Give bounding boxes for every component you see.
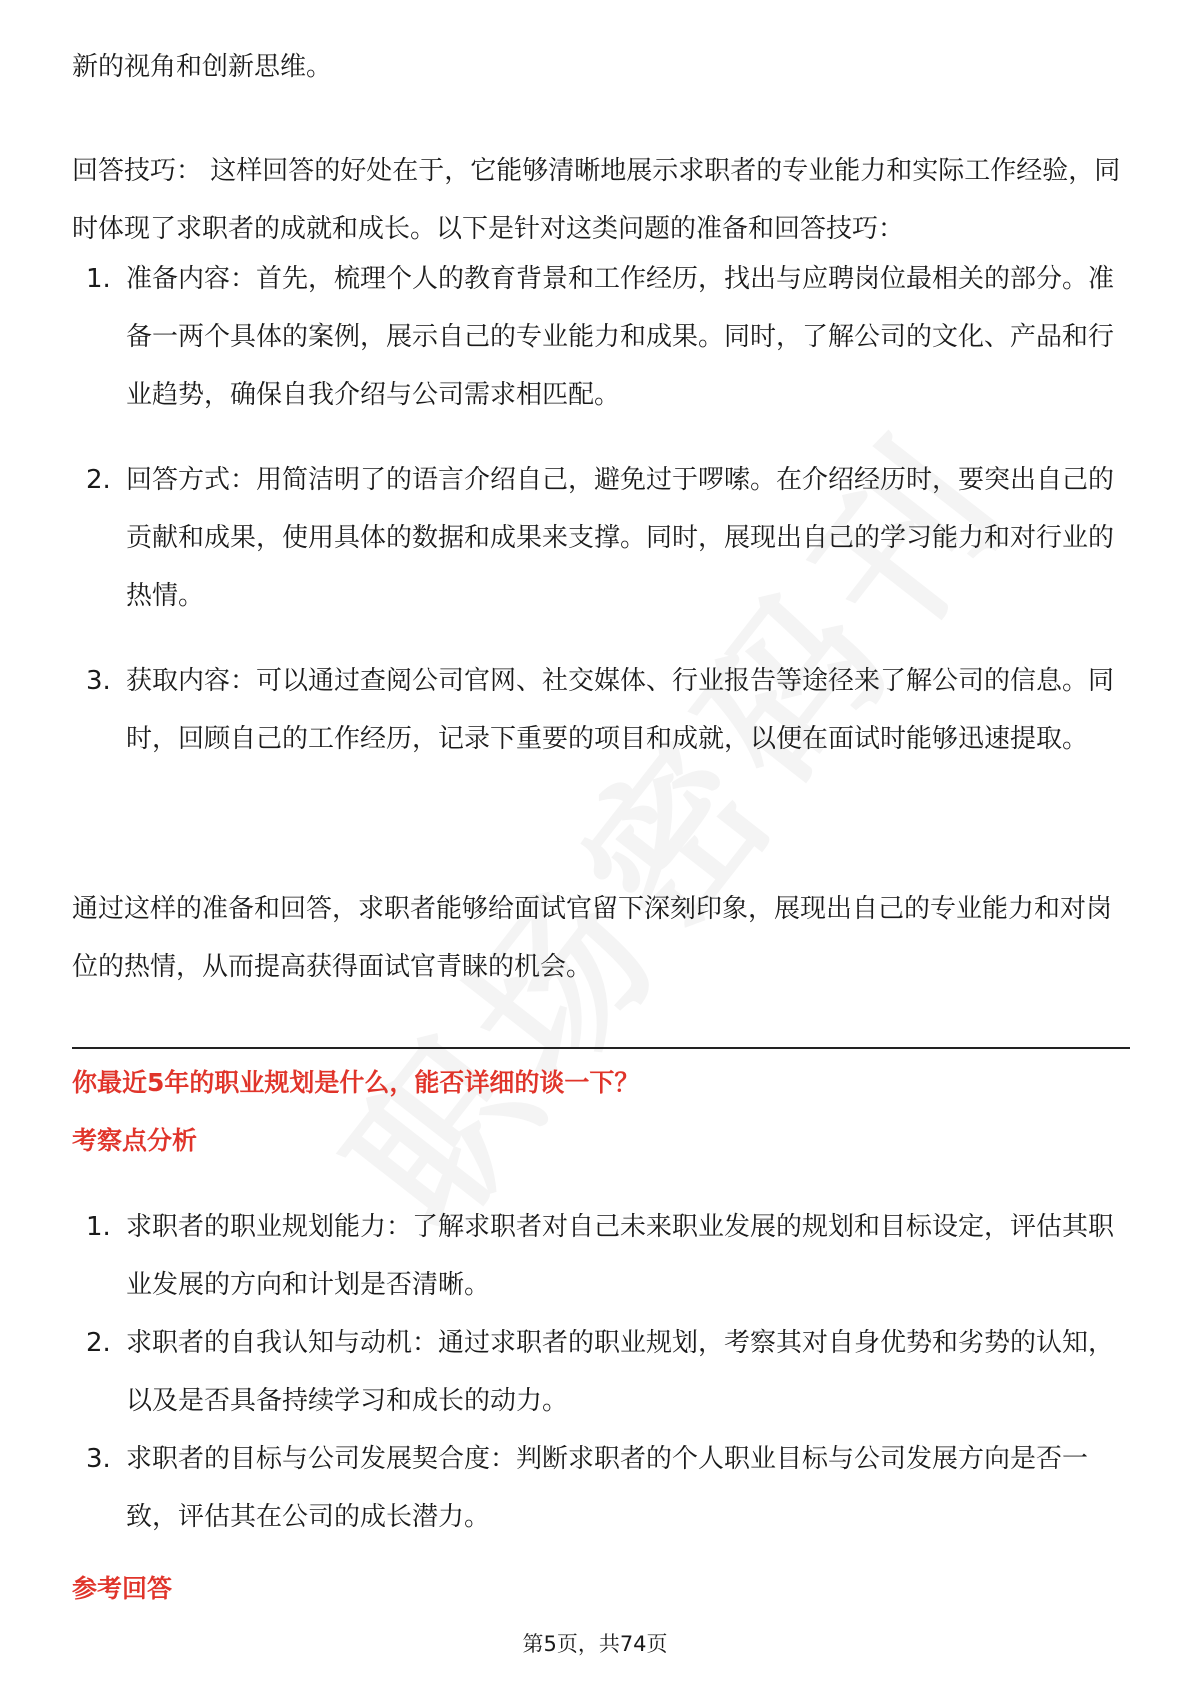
analysis-list	[72, 1198, 1132, 1546]
section-divider	[72, 1047, 1130, 1049]
analysis-heading: 考察点分析	[72, 1126, 198, 1155]
list-item	[72, 250, 1132, 424]
list-number: 2.	[86, 465, 111, 495]
list-number: 3.	[86, 666, 111, 696]
list-item	[72, 1430, 1132, 1546]
list-item	[72, 451, 1132, 625]
list-text: 求职者的职业规划能力：了解求职者对自己未来职业发展的规划和目标设定，评估其职业发展的方向和计划是否清晰。	[126, 1212, 1115, 1300]
question-heading: 你最近5年的职业规划是什么，能否详细的谈一下？	[72, 1068, 640, 1097]
list-number: 1.	[86, 264, 111, 294]
list-text: 准备内容：首先，梳理个人的教育背景和工作经历，找出与应聘岗位最相关的部分。准备一两个具体的案例，展示自己的专业能力和成果。同时，了解公司的文化、产品和行业趋势，确保自我介绍与公司需求相匹配。	[126, 264, 1115, 410]
list-item	[72, 652, 1132, 768]
list-text: 获取内容：可以通过查阅公司官网、社交媒体、行业报告等途径来了解公司的信息。同时，回顾自己的工作经历，记录下重要的项目和成就，以便在面试时能够迅速提取。	[126, 666, 1115, 754]
conclusion-paragraph: 通过这样的准备和回答，求职者能够给面试官留下深刻印象，展现出自己的专业能力和对岗位的热情，从而提高获得面试官青睐的机会。	[72, 894, 1113, 982]
reference-answer-heading: 参考回答	[72, 1574, 173, 1603]
list-item	[72, 1198, 1132, 1314]
list-text: 求职者的自我认知与动机：通过求职者的职业规划，考察其对自身优势和劣势的认知，以及是否具备持续学习和成长的动力。	[126, 1328, 1115, 1416]
tips-paragraph: 回答技巧： 这样回答的好处在于，它能够清晰地展示求职者的专业能力和实际工作经验，同时体现了求职者的成就和成长。以下是针对这类问题的准备和回答技巧：	[72, 156, 1121, 244]
list-number: 1.	[86, 1212, 111, 1242]
list-number: 3.	[86, 1444, 111, 1474]
list-text: 回答方式：用简洁明了的语言介绍自己，避免过于啰嗦。在介绍经历时，要突出自己的贡献和成果，使用具体的数据和成果来支撑。同时，展现出自己的学习能力和对行业的热情。	[126, 465, 1115, 611]
list-item	[72, 1314, 1132, 1430]
tips-list	[72, 250, 1132, 795]
page-number-footer: 第5页，共74页	[522, 1632, 668, 1656]
list-number: 2.	[86, 1328, 111, 1358]
intro-tail-text: 新的视角和创新思维。	[72, 52, 333, 82]
list-text: 求职者的目标与公司发展契合度：判断求职者的个人职业目标与公司发展方向是否一致，评估其在公司的成长潜力。	[126, 1444, 1089, 1532]
